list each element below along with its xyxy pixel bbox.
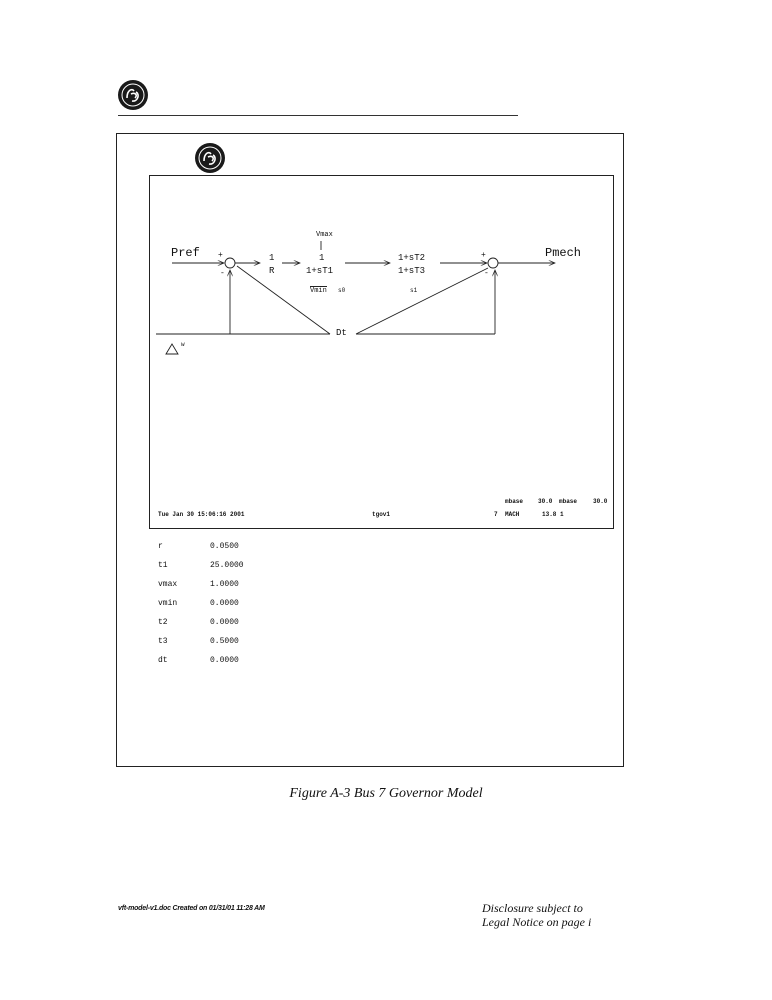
gain-numerator: 1 [269, 253, 275, 263]
gain-denominator: R [269, 266, 275, 276]
dt-label: Dt [336, 328, 347, 338]
zbase-value: 30.0 [593, 498, 608, 505]
bus-number: 7 [494, 511, 498, 518]
param-value: 0.0000 [210, 599, 239, 608]
param-name: vmin [158, 599, 178, 608]
zbase-label: mbase [559, 498, 578, 505]
s1-label: s1 [410, 287, 418, 294]
param-row-dt [158, 656, 239, 665]
disclosure-line-2: Legal Notice on page i [482, 915, 592, 929]
plus-sign-2: + [481, 251, 486, 260]
footer-file-info: vft-model-v1.doc Created on 01/31/01 11:28 AM [118, 905, 265, 912]
footer-disclosure [482, 901, 591, 929]
param-row-t1 [158, 561, 244, 570]
param-value: 1.0000 [210, 580, 239, 589]
leadlag-denominator: 1+sT3 [398, 266, 426, 276]
param-name: dt [158, 656, 168, 665]
param-name: vmax [158, 580, 178, 589]
pmech-label: Pmech [545, 246, 582, 260]
vmin-label: Vmin [310, 287, 327, 295]
summing-junction-2 [488, 258, 498, 268]
model-name: tgov1 [372, 511, 391, 518]
mbase-value: 30.0 [538, 498, 553, 505]
param-value: 0.0000 [210, 618, 239, 627]
param-value: 0.5000 [210, 637, 239, 646]
summing-junction-1 [225, 258, 235, 268]
param-value: 25.0000 [210, 561, 244, 570]
param-row-vmin [158, 599, 239, 608]
param-row-r [158, 542, 239, 551]
s0-label: s0 [338, 287, 346, 294]
param-row-vmax [158, 580, 239, 589]
leadlag-numerator: 1+sT2 [398, 253, 426, 263]
lag-numerator: 1 [319, 253, 325, 263]
param-row-t2 [158, 618, 239, 627]
figure-caption: Figure A-3 Bus 7 Governor Model [289, 786, 483, 801]
minus-sign-1: - [220, 269, 225, 278]
param-name: r [158, 542, 163, 551]
param-name: t1 [158, 561, 168, 570]
minus-sign-2: - [484, 269, 489, 278]
param-name: t2 [158, 618, 168, 627]
lag-denominator: 1+sT1 [306, 266, 334, 276]
param-name: t3 [158, 637, 168, 646]
bus-name: MACH [505, 511, 520, 518]
param-value: 0.0000 [210, 656, 239, 665]
mbase-label: mbase [505, 498, 524, 505]
disclosure-line-1: Disclosure subject to [482, 901, 583, 915]
plus-sign-1: + [218, 251, 223, 260]
vmax-label: Vmax [316, 231, 333, 239]
param-row-t3 [158, 637, 239, 646]
delta-w-label: w [181, 341, 185, 348]
param-value: 0.0500 [210, 542, 239, 551]
pref-label: Pref [171, 246, 200, 260]
run-date: Tue Jan 30 15:06:16 2001 [158, 511, 245, 518]
bus-kv: 13.8 1 [542, 511, 564, 518]
